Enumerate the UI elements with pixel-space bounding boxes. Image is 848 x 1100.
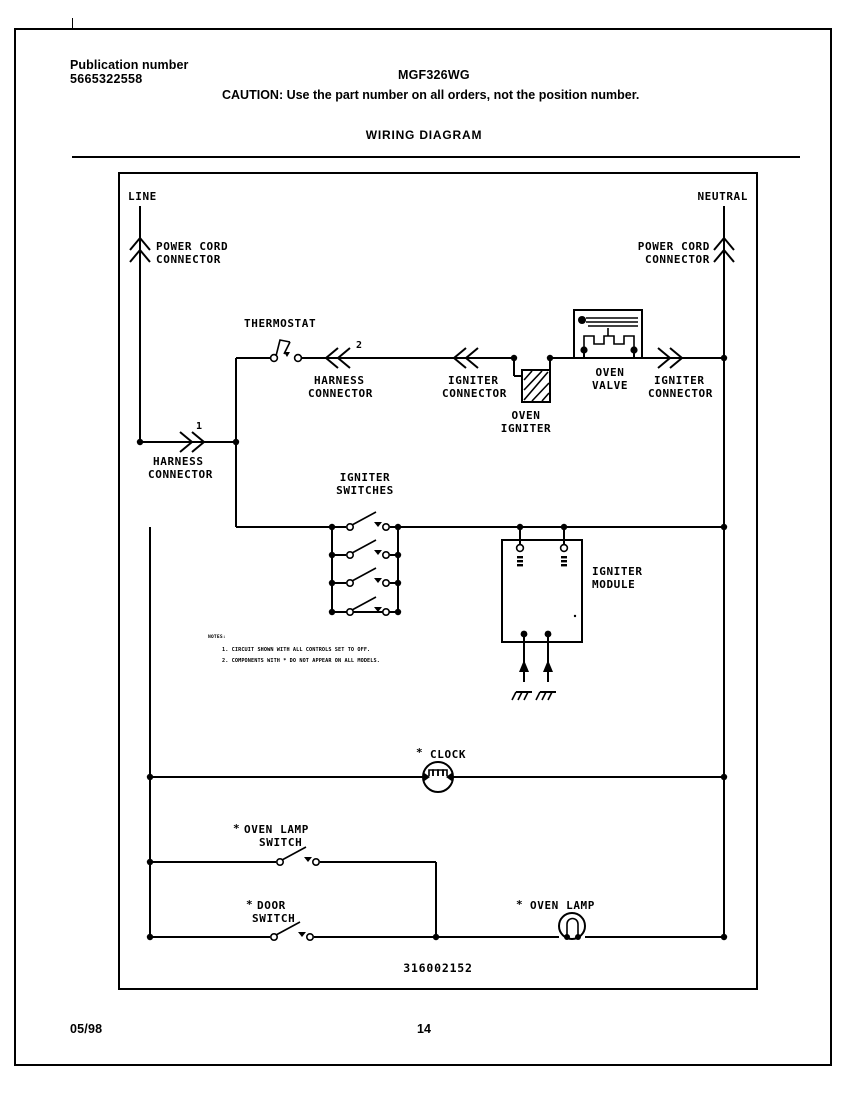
- power-cord-right-label-line1: POWER CORD: [637, 240, 710, 253]
- oven-lamp-symbol: [436, 777, 727, 940]
- power-cord-right-label-line2: CONNECTOR: [644, 253, 710, 266]
- valve-to-neutral-wire: [634, 348, 727, 368]
- notes-heading: NOTES:: [208, 635, 226, 640]
- footer-date: 05/98: [70, 1022, 103, 1036]
- oven-lamp-asterisk: *: [516, 898, 524, 911]
- notes-block: [208, 634, 380, 664]
- power-cord-left-label-line2: CONNECTOR: [156, 253, 222, 266]
- oven-valve-label-line1: OVEN: [595, 366, 625, 379]
- harness-connector-top-number: 2: [356, 340, 363, 351]
- door-switch-label-line1: DOOR: [257, 899, 286, 912]
- harness-connector-top-label-line2: CONNECTOR: [308, 387, 374, 400]
- oven-lamp-switch-symbol: [147, 777, 436, 865]
- power-cord-left-label-line1: POWER CORD: [156, 240, 229, 253]
- notes-item-2: 2. COMPONENTS WITH * DO NOT APPEAR ON ALL MODELS.: [222, 658, 380, 664]
- harness-connector-left-label-line2: CONNECTOR: [148, 468, 214, 481]
- oven-igniter-label-line1: OVEN: [511, 409, 541, 422]
- igniter-switches-group: [329, 512, 401, 615]
- header-divider: [72, 156, 800, 158]
- lamp-switch-to-door-switch-link: [433, 862, 439, 940]
- oven-valve-symbol: [574, 310, 642, 358]
- oven-lamp-switch-label-line1: OVEN LAMP: [244, 823, 310, 836]
- harness-connector-left-number: 1: [196, 421, 203, 432]
- clock-label: CLOCK: [430, 748, 467, 761]
- igniter-module-label-line2: MODULE: [592, 578, 636, 591]
- oven-lamp-switch-asterisk: *: [233, 822, 241, 835]
- door-switch-asterisk: *: [246, 898, 254, 911]
- caution-note: CAUTION: Use the part number on all orders, not the position number.: [222, 88, 640, 102]
- igniter-connector-right-label-line2: CONNECTOR: [648, 387, 714, 400]
- igniter-module-symbol: [502, 524, 582, 700]
- diagram-part-number: 316002152: [403, 961, 473, 975]
- page-title: WIRING DIAGRAM: [365, 128, 483, 142]
- harness-connector-left: [137, 432, 236, 452]
- igniter-connector-left-label-line1: IGNITER: [448, 374, 499, 387]
- notes-item-1: 1. CIRCUIT SHOWN WITH ALL CONTROLS SET TO OFF.: [222, 647, 371, 653]
- wiring-schematic: [118, 172, 758, 990]
- publication-number: 5665322558: [70, 72, 143, 86]
- oven-lamp-switch-label-line2: SWITCH: [259, 836, 303, 849]
- igniter-module-label-line1: IGNITER: [592, 565, 643, 578]
- oven-igniter-symbol: [511, 355, 553, 402]
- harness-to-thermostat-riser: [233, 358, 239, 445]
- door-switch-symbol: [147, 862, 436, 940]
- oven-igniter-label-line2: IGNITER: [500, 422, 552, 435]
- igniter-switches-label-line1: IGNITER: [339, 471, 391, 484]
- thermostat-label: THERMOSTAT: [244, 317, 317, 330]
- door-switch-label-line2: SWITCH: [252, 912, 296, 925]
- igniter-switches-label-line2: SWITCHES: [336, 484, 394, 497]
- clock-asterisk: *: [416, 746, 424, 759]
- igniter-connector-left-label-line2: CONNECTOR: [442, 387, 508, 400]
- igniter-connector-right-label-line1: IGNITER: [654, 374, 705, 387]
- model-number: MGF326WG: [398, 68, 470, 82]
- oven-lamp-label: OVEN LAMP: [530, 899, 596, 912]
- neutral-rail-label: NEUTRAL: [697, 190, 748, 203]
- oven-valve-label-line2: VALVE: [591, 379, 629, 392]
- thermostat-symbol: [271, 340, 302, 361]
- harness-connector-top-label-line1: HARNESS: [314, 374, 365, 387]
- publication-label: Publication number: [70, 58, 189, 72]
- harness-connector-left-label-line1: HARNESS: [153, 455, 204, 468]
- line-rail-label: LINE: [128, 190, 157, 203]
- footer-page-number: 14: [417, 1022, 431, 1036]
- igniter-module-dot: [574, 615, 576, 617]
